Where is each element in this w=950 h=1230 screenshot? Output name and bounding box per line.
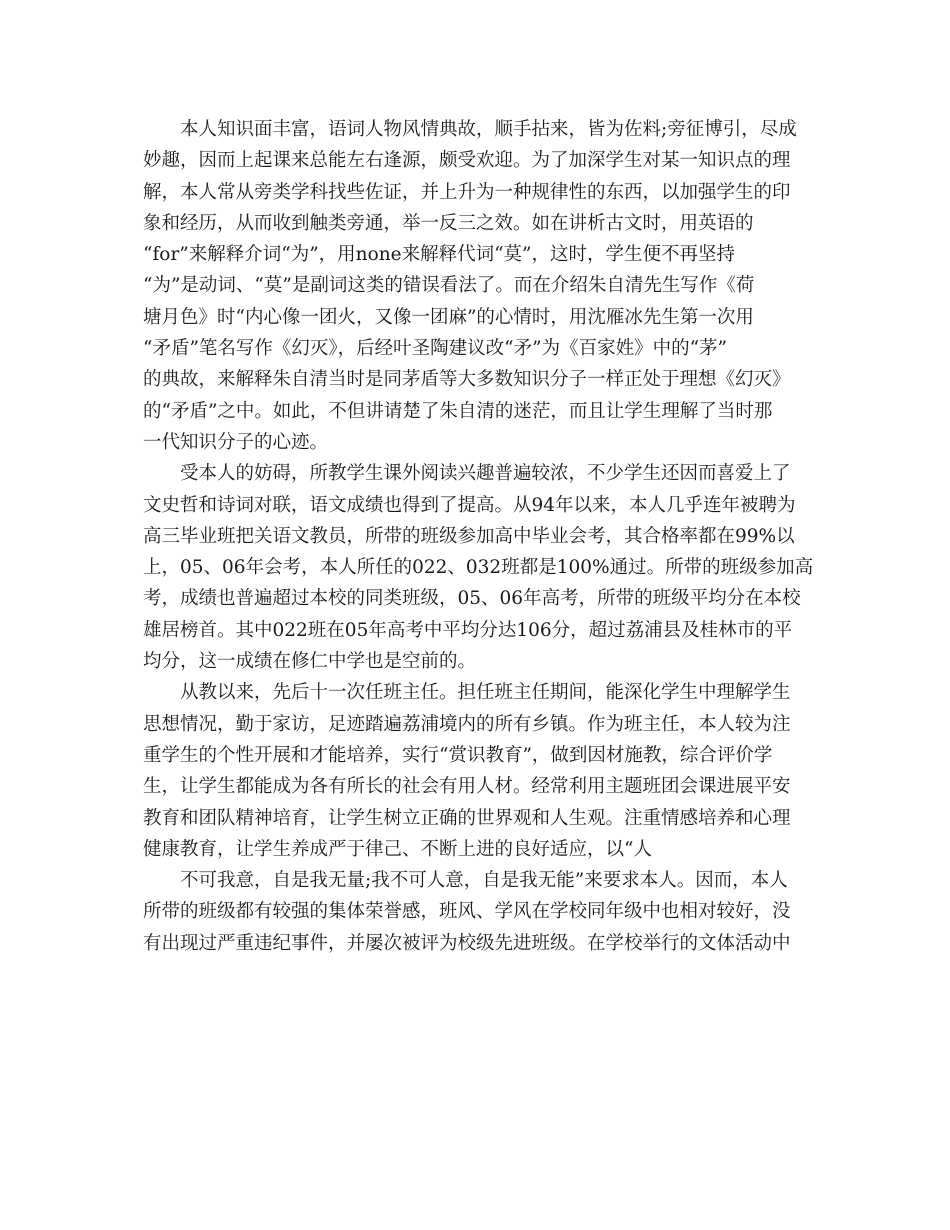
text-line: 的典故，来解释朱自清当时是同茅盾等大多数知识分子一样正处于理想《幻灭》 — [143, 369, 791, 391]
text-line: 的“矛盾”之中。如此，不但讲请楚了朱自清的迷茫，而且让学生理解了当时那 — [143, 400, 773, 422]
text-line: “for”来解释介词“为”，用none来解释代词“莫”，这时，学生便不再坚持 — [143, 244, 735, 266]
text-line: 一代知识分子的心迹。 — [143, 431, 329, 453]
paragraph-knowledge — [143, 114, 807, 458]
text-line: 所带的班级都有较强的集体荣誉感，班风、学风在学校同年级中也相对较好，没 — [143, 901, 791, 923]
text-line: 文史哲和诗词对联，语文成绩也得到了提高。从94年以来，本人几乎连年被聘为 — [143, 494, 796, 516]
text-line: 不可我意，自是我无量;我不可人意，自是我无能”来要求本人。因而，本人 — [180, 870, 788, 892]
text-line: 生，让学生都能成为各有所长的社会有用人材。经常利用主题班团会课进展平安 — [143, 776, 791, 798]
body-text — [143, 114, 814, 959]
text-line: “矛盾”笔名写作《幻灭》，后经叶圣陶建议改“矛”为《百家姓》中的“茅” — [143, 338, 727, 360]
paragraph-results — [143, 458, 814, 677]
text-line: 高三毕业班把关语文教员，所带的班级参加高中毕业会考，其合格率都在99%以 — [143, 525, 795, 547]
text-line: 妙趣，因而上起课来总能左右逢源，颇受欢迎。为了加深学生对某一知识点的理 — [143, 150, 791, 172]
text-line: 健康教育，让学生养成严于律己、不断上进的良好适应，以“人 — [143, 838, 652, 860]
text-line: 考，成绩也普遍超过本校的同类班级，05、06年高考，所带的班级平均分在本校 — [143, 588, 801, 610]
text-line: 解，本人常从旁类学科找些佐证，并上升为一种规律性的东西，以加强学生的印 — [143, 181, 791, 203]
text-line: 思想情况，勤于家访，足迹踏遍荔浦境内的所有乡镇。作为班主任，本人较为注 — [143, 713, 791, 735]
text-line: 有出现过严重违纪事件，并屡次被评为校级先进班级。在学校举行的文体活动中 — [143, 932, 791, 954]
text-line: 本人知识面丰富，语词人物风情典故，顺手拈来，皆为佐料;旁征博引，尽成 — [180, 119, 797, 140]
text-line: 受本人的妨碍，所教学生课外阅读兴趣普遍较浓，不少学生还因而喜爱上了 — [180, 463, 791, 485]
text-line: “为”是动词、“莫”是副词这类的错误看法了。而在介绍朱自清先生写作《荷 — [143, 275, 755, 297]
paragraph-class-honor — [143, 865, 807, 959]
text-line: 均分，这一成绩在修仁中学也是空前的。 — [143, 651, 477, 673]
text-line: 上，05、06年会考，本人所任的022、032班都是100%通过。所带的班级参加高 — [143, 557, 814, 579]
text-line: 雄居榜首。其中022班在05年高考中平均分达106分，超过荔浦县及桂林市的平 — [143, 619, 793, 641]
text-line: 塘月色》时“内心像一团火，又像一团麻”的心情时，用沈雁冰先生第一次用 — [143, 306, 754, 328]
text-line: 从教以来，先后十一次任班主任。担任班主任期间，能深化学生中理解学生 — [180, 682, 791, 704]
text-line: 象和经历，从而收到触类旁通，举一反三之效。如在讲析古文时，用英语的 — [143, 212, 754, 234]
text-line: 教育和团队精神培育，让学生树立正确的世界观和人生观。注重情感培养和心理 — [143, 807, 791, 829]
text-line: 重学生的个性开展和才能培养，实行“赏识教育”，做到因材施教，综合评价学 — [143, 744, 773, 766]
paragraph-class-teacher — [143, 677, 807, 865]
